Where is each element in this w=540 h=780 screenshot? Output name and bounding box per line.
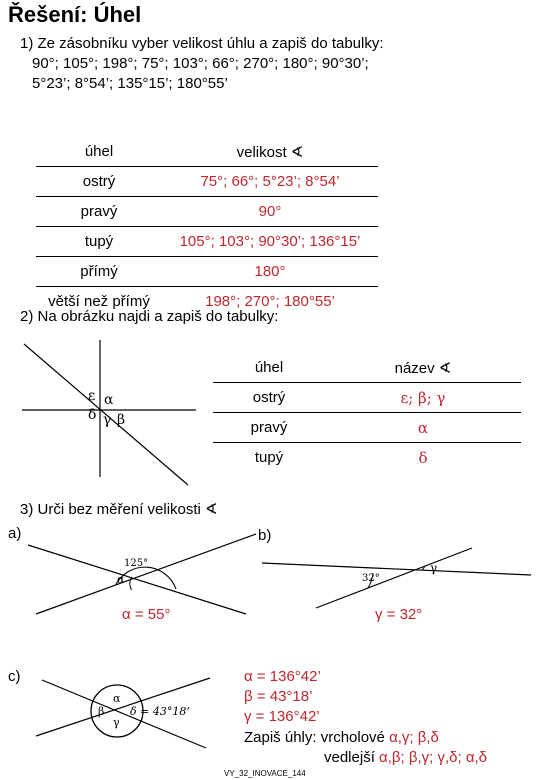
part-c-label: c) (8, 668, 21, 685)
label-delta: δ (88, 407, 97, 423)
row-value: 105°; 103°; 90°30’; 136°15’ (162, 227, 378, 257)
page-title: Řešení: Úhel (8, 2, 142, 27)
label-epsilon: ε (88, 388, 96, 404)
q1-value-list-2: 5°23’; 8°54’; 135°15’; 180°55’ (32, 75, 228, 92)
fig-c-gamma-label: γ (113, 716, 120, 729)
q1-value-list-1: 90°; 105°; 198°; 75°; 103°; 66°; 270°; 180°; 90°30’; (32, 55, 369, 72)
row-value: ε; β; γ (325, 383, 521, 413)
fig-b-given-angle: 32° (362, 573, 380, 584)
fig-b-gamma-label: γ (430, 561, 438, 575)
header-angle: úhel (213, 353, 325, 383)
row-label: pravý (36, 197, 162, 227)
q2-heading: 2) Na obrázku najdi a zapiš do tabulky: (20, 308, 279, 325)
header-angle: úhel (36, 137, 162, 167)
fig-c-delta-given: δ = 43°18’ (130, 705, 190, 718)
row-value: α (325, 413, 521, 443)
row-label: ostrý (36, 167, 162, 197)
row-value: 180° (162, 257, 378, 287)
header-name: název ∢ (325, 353, 521, 383)
adjacent-angles-value: α,β; β,γ; γ,δ; α,δ (379, 749, 488, 766)
row-label: větší než přímý (48, 293, 150, 310)
row-value: 90° (162, 197, 378, 227)
row-value: 75°; 66°; 5°23’; 8°54’ (162, 167, 378, 197)
row-label: pravý (213, 413, 325, 443)
part-b-label: b) (258, 527, 272, 544)
fig-a-given-angle: 125° (124, 558, 149, 569)
label-beta: β (117, 412, 126, 428)
footer-code: VY_32_INOVACE_144 (224, 769, 306, 778)
fig-c-alpha-label: α (113, 692, 121, 705)
adjacent-angles-label: vedlejší (324, 749, 375, 766)
adjacent-angles-row (324, 749, 487, 766)
answer-a: α = 55° (122, 606, 171, 623)
fig-c-beta-label: β (98, 705, 105, 718)
fig-a-alpha-label: α (117, 573, 125, 586)
answer-c-alpha: α = 136°42’ (244, 668, 321, 685)
vertical-angles-value: α,γ; β,δ (389, 729, 439, 746)
answer-c-gamma: γ = 136°42’ (244, 708, 320, 725)
row-value: 198°; 270°; 180°55’ (205, 293, 335, 310)
part-a-label: a) (8, 525, 22, 542)
row-label: ostrý (213, 383, 325, 413)
row-label: přímý (36, 257, 162, 287)
q1-instruction: 1) Ze zásobníku vyber velikost úhlu a zapiš do tabulky: (20, 35, 384, 52)
vertical-angles-label: Zapiš úhly: vrcholové (244, 729, 385, 746)
answer-c-beta: β = 43°18’ (244, 688, 313, 705)
row-value: δ (418, 448, 428, 467)
row-label: tupý (36, 227, 162, 257)
label-gamma: γ (103, 412, 112, 428)
vertical-angles-row (244, 729, 439, 746)
answer-b: γ = 32° (375, 606, 423, 623)
q3-heading: 3) Urči bez měření velikosti ∢ (20, 501, 218, 518)
label-alpha: α (104, 392, 114, 408)
header-size: velikost ∢ (162, 137, 378, 167)
row-label: tupý (254, 449, 284, 466)
